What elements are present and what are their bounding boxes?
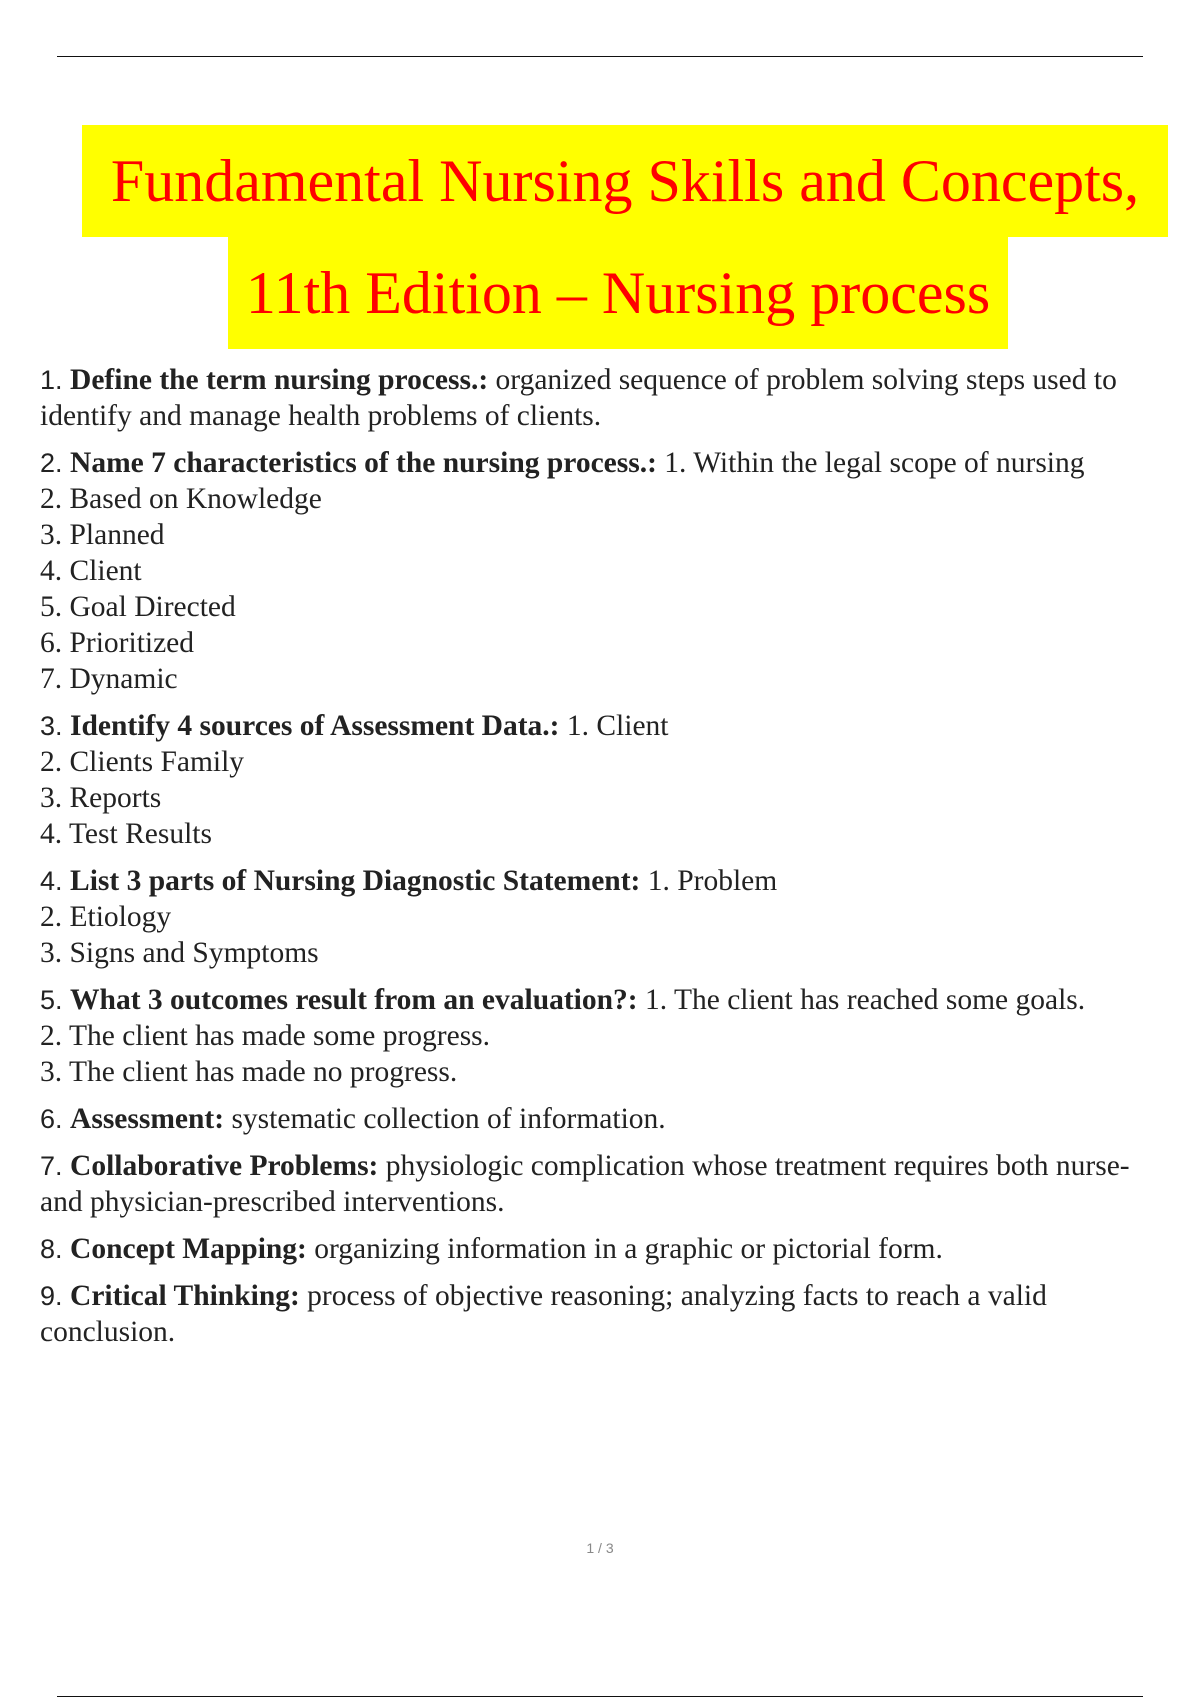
item-number: 2. xyxy=(40,448,71,478)
answer-text: physiologic complication whose treatment requires both nurse- and physician-prescribed interventions. xyxy=(40,1150,1130,1218)
question-text: Assessment: xyxy=(70,1103,225,1135)
qa-item-4 xyxy=(40,863,1150,971)
answer-line: 3. Reports xyxy=(40,782,162,814)
qa-list xyxy=(40,362,1150,1361)
answer-line: 6. Prioritized xyxy=(40,627,195,659)
item-number: 3. xyxy=(40,711,71,741)
question-text: What 3 outcomes result from an evaluation?: xyxy=(70,984,638,1016)
question-text: Identify 4 sources of Assessment Data.: xyxy=(70,710,560,742)
answer-text: organized sequence of problem solving steps used to identify and manage health problems of clients. xyxy=(40,364,1117,432)
question-text: List 3 parts of Nursing Diagnostic Statement: xyxy=(70,865,641,897)
answer-line: 3. Signs and Symptoms xyxy=(40,937,319,969)
answer-line: 3. Planned xyxy=(40,519,165,551)
answer-text: systematic collection of information. xyxy=(224,1103,666,1135)
item-number: 6. xyxy=(40,1104,71,1134)
page-indicator: 1 / 3 xyxy=(586,1540,614,1556)
item-number: 7. xyxy=(40,1151,71,1181)
answer-line: 2. Clients Family xyxy=(40,746,245,778)
answer-line: 4. Test Results xyxy=(40,818,212,850)
answer-text: 1. Problem xyxy=(640,865,778,897)
item-number: 5. xyxy=(40,985,71,1015)
answer-text: 1. Within the legal scope of nursing xyxy=(656,447,1085,479)
question-text: Collaborative Problems: xyxy=(70,1150,379,1182)
answer-line: 7. Dynamic xyxy=(40,663,178,695)
qa-item-7 xyxy=(40,1148,1150,1220)
bottom-divider xyxy=(57,1696,1143,1697)
question-text: Concept Mapping: xyxy=(70,1233,307,1265)
answer-text: 1. The client has reached some goals. xyxy=(637,984,1086,1016)
answer-line: 5. Goal Directed xyxy=(40,591,236,623)
item-number: 4. xyxy=(40,866,71,896)
item-number: 1. xyxy=(40,365,71,395)
item-number: 8. xyxy=(40,1234,71,1264)
answer-line: 3. The client has made no progress. xyxy=(40,1056,458,1088)
qa-item-6 xyxy=(40,1101,1150,1137)
title-line-1: Fundamental Nursing Skills and Concepts, xyxy=(82,125,1168,237)
qa-item-9 xyxy=(40,1278,1150,1350)
question-text: Name 7 characteristics of the nursing process.: xyxy=(70,447,657,479)
top-divider xyxy=(57,56,1143,57)
question-text: Define the term nursing process.: xyxy=(70,364,489,396)
item-number: 9. xyxy=(40,1281,71,1311)
answer-line: 4. Client xyxy=(40,555,142,587)
answer-text: organizing information in a graphic or pictorial form. xyxy=(306,1233,943,1265)
answer-line: 2. Based on Knowledge xyxy=(40,483,322,515)
question-text: Critical Thinking: xyxy=(70,1280,300,1312)
answer-text: 1. Client xyxy=(559,710,669,742)
qa-item-3 xyxy=(40,708,1150,852)
answer-text: process of objective reasoning; analyzing facts to reach a valid conclusion. xyxy=(40,1280,1047,1348)
answer-line: 2. Etiology xyxy=(40,901,172,933)
qa-item-1 xyxy=(40,362,1150,434)
qa-item-5 xyxy=(40,982,1150,1090)
qa-item-8 xyxy=(40,1231,1150,1267)
answer-line: 2. The client has made some progress. xyxy=(40,1020,491,1052)
title-line-2: 11th Edition – Nursing process xyxy=(228,237,1008,349)
qa-item-2 xyxy=(40,445,1150,697)
